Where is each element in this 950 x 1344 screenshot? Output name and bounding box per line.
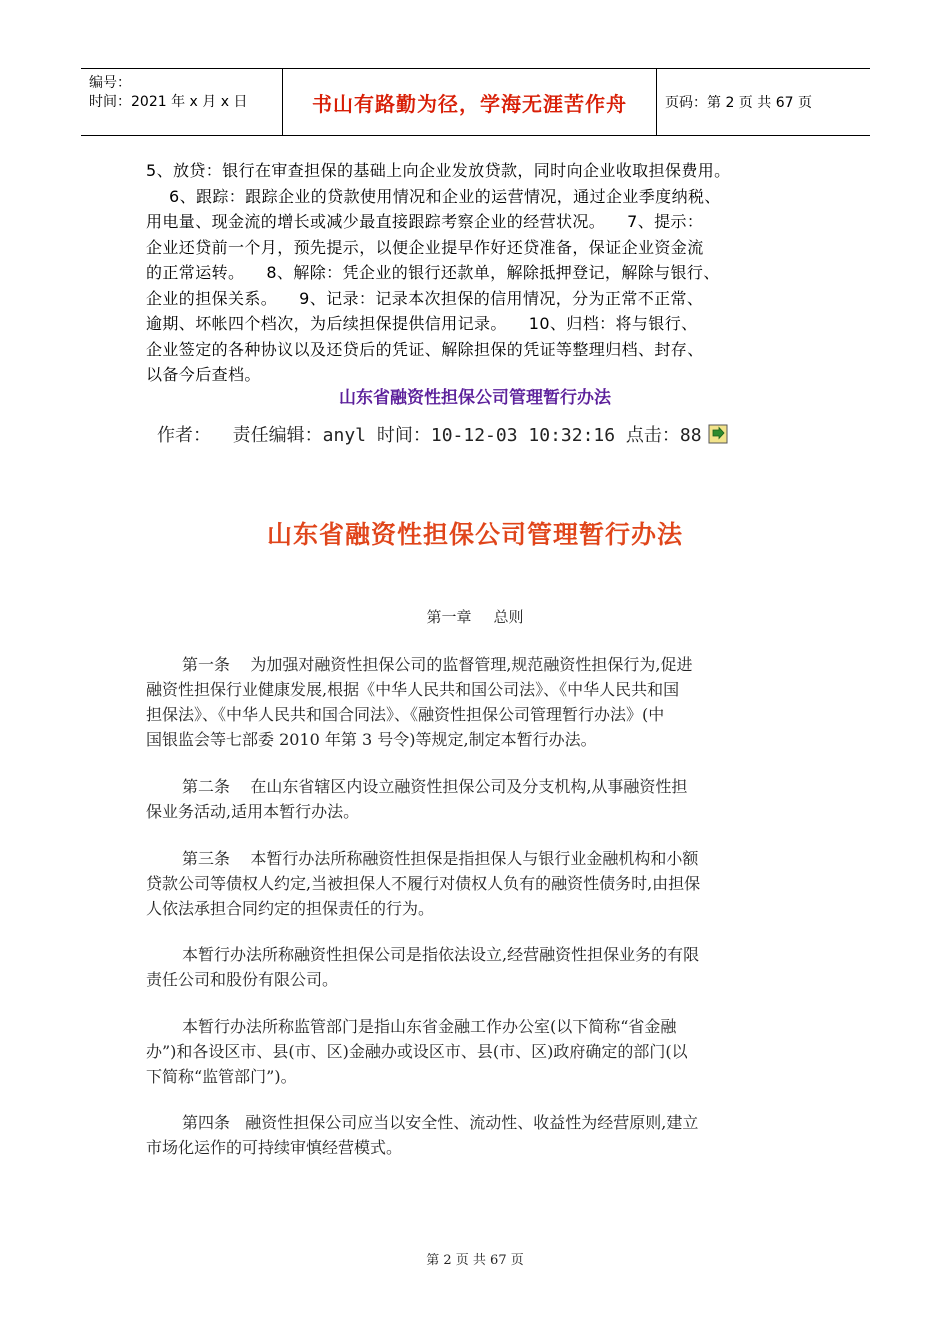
header-info-cell	[81, 69, 283, 135]
article-line: 责任公司和股份有限公司。	[146, 970, 339, 989]
article-line: 下简称“监管部门”)。	[146, 1067, 297, 1086]
chapter-name: 总则	[493, 608, 524, 626]
header-motto-cell	[283, 69, 657, 135]
intro-line: 企业的担保关系。 9、记录：记录本次担保的信用情况，分为正常不正常、	[146, 288, 704, 308]
article-1	[146, 652, 814, 752]
page-footer: 第 2 页 共 67 页	[426, 1253, 524, 1268]
article-line: 人依法承担合同约定的担保责任的行为。	[146, 899, 435, 918]
intro-line: 用电量、现金流的增长或减少最直接跟踪考察企业的经营状况。 7、提示：	[146, 212, 704, 231]
chapter-heading	[0, 606, 950, 627]
article-line: 担保法》、《中华人民共和国合同法》、《融资性担保公司管理暂行办法》(中	[146, 705, 665, 724]
motto: 书山有路勤为径，学海无涯苦作舟	[312, 91, 627, 116]
date-label: 时间：2021 年 x 月 x 日	[89, 94, 248, 110]
intro-line: 5、放贷：银行在审查担保的基础上向企业发放贷款，同时向企业收取担保费用。	[146, 161, 731, 180]
article-2	[146, 774, 814, 824]
article-line: 市场化运作的可持续审慎经营模式。	[146, 1138, 403, 1157]
article-line: 国银监会等七部委 2010 年第 3 号令)等规定,制定本暂行办法。	[146, 730, 597, 749]
article-line: 融资性担保行业健康发展,根据《中华人民共和国公司法》、《中华人民共和国	[146, 680, 680, 699]
main-title: 山东省融资性担保公司管理暂行办法	[266, 520, 683, 549]
article-line: 保业务活动,适用本暂行办法。	[146, 802, 360, 821]
meta-text: 作者： 责任编辑：anyl 时间：10-12-03 10:32:16 点击：88	[157, 425, 702, 446]
page-label: 页码：第 2 页 共 67 页	[665, 95, 812, 111]
article-line: 本暂行办法所称融资性担保公司是指依法设立,经营融资性担保业务的有限	[182, 945, 700, 964]
header-page-cell	[657, 69, 870, 135]
article-line: 办”)和各设区市、县(市、区)金融办或设区市、县(市、区)政府确定的部门(以	[146, 1042, 688, 1061]
intro-line: 的正常运转。 8、解除：凭企业的银行还款单，解除抵押登记，解除与银行、	[146, 263, 720, 282]
intro-line: 企业签定的各种协议以及还贷后的凭证、解除担保的凭证等整理归档、封存、	[146, 339, 704, 359]
intro-line: 逾期、坏帐四个档次，为后续担保提供信用记录。 10、归档：将与银行、	[146, 314, 698, 333]
article-3	[146, 846, 814, 921]
article-line: 第一条 为加强对融资性担保公司的监督管理,规范融资性担保行为,促进	[182, 655, 693, 674]
article-line: 第四条 融资性担保公司应当以安全性、流动性、收益性为经营原则,建立	[182, 1113, 699, 1132]
sub-title: 山东省融资性担保公司管理暂行办法	[339, 388, 611, 408]
intro-line: 6、跟踪：跟踪企业的贷款使用情况和企业的运营情况，通过企业季度纳税、	[169, 186, 721, 206]
article-meta	[157, 421, 728, 447]
article-line: 贷款公司等债权人约定,当被担保人不履行对债权人负有的融资性债务时,由担保	[146, 874, 701, 893]
article-line: 第三条 本暂行办法所称融资性担保是指担保人与银行业金融机构和小额	[182, 849, 699, 868]
chapter-number: 第一章	[426, 608, 472, 626]
article-line: 本暂行办法所称监管部门是指山东省金融工作办公室(以下简称“省金融	[182, 1017, 677, 1036]
article-4	[146, 1110, 814, 1160]
article-3-para-2	[146, 942, 814, 992]
intro-section	[146, 158, 816, 388]
article-3-para-3	[146, 1014, 814, 1089]
article-line: 第二条 在山东省辖区内设立融资性担保公司及分支机构,从事融资性担	[182, 777, 688, 796]
intro-line: 企业还贷前一个月，预先提示，以便企业提早作好还贷准备，保证企业资金流	[146, 237, 704, 257]
number-label: 编号：	[89, 75, 131, 91]
page-header	[81, 68, 870, 136]
intro-line: 以备今后查档。	[146, 365, 261, 384]
document-arrow-icon[interactable]	[708, 424, 728, 444]
